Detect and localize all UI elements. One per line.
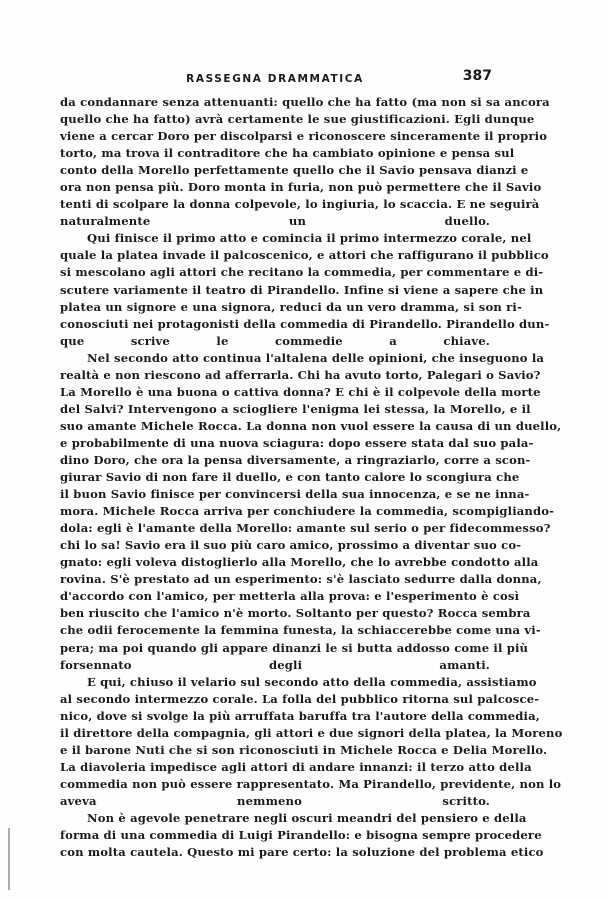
text-line: gnato: egli voleva distoglierlo alla Morello, che lo avrebbe condotto alla <box>60 555 539 570</box>
paragraph <box>60 674 563 810</box>
text-line: conosciuti nei protagonisti della commedia di Pirandello. Pirandello dun- <box>60 316 550 331</box>
text-line: realtà e non riescono ad afferrarla. Chi ha avuto torto, Palegari o Savio? <box>60 367 541 382</box>
page-header <box>60 68 490 88</box>
text-line: Nel secondo atto continua l'altalena delle opinioni, che inseguono la <box>87 350 545 365</box>
text-line: Qui finisce il primo atto e comincia il primo intermezzo corale, nel <box>87 231 532 246</box>
text-line: giurar Savio di non fare il duello, e con tanto calore lo scongiura che <box>60 470 520 485</box>
text-line: forma di una commedia di Luigi Pirandello: e bisogna sempre procedere <box>60 828 542 843</box>
page-number: 387 <box>462 68 492 84</box>
text-line: torto, ma trova il contraditore che ha cambiato opinione e pensa sul <box>60 146 515 161</box>
text-line: naturalmente un duello. <box>60 214 490 229</box>
text-line: ora non pensa più. Doro monta in furia, non può permettere che il Savio <box>60 180 542 195</box>
text-line: conto della Morello perfettamente quello che il Savio pensava dianzi e <box>60 163 529 178</box>
text-line: e il barone Nuti che si son riconosciuti in Michele Rocca e Delia Morello. <box>60 742 548 757</box>
running-head: RASSEGNA DRAMMATICA <box>186 73 364 85</box>
text-line: chi lo sa! Savio era il suo più caro amico, prossimo a diventar suo co- <box>60 538 522 553</box>
text-line: aveva nemmeno scritto. <box>60 793 490 808</box>
text-line: commedia non può essere rappresentato. Ma Pirandello, previdente, non lo <box>60 776 562 791</box>
paragraph <box>60 350 562 674</box>
text-line: si mescolano agli attori che recitano la commedia, per commentare e di- <box>60 265 544 280</box>
text-line: dola: egli è l'amante della Morello: amante sul serio o per fidecommesso? <box>60 521 551 536</box>
text-line: mora. Michele Rocca arriva per conchiudere la commedia, scompigliando- <box>60 504 555 519</box>
text-line: del Salvi? Intervengono a sciogliere l'enigma lei stessa, la Morello, e il <box>60 401 531 416</box>
text-line: il direttore della compagnia, gli attori e due signori della platea, la Moreno <box>60 725 563 740</box>
text-line: viene a cercar Doro per discolparsi e riconoscere sinceramente il proprio <box>60 129 548 144</box>
text-line: con molta cautela. Questo mi pare certo: la soluzione del problema etico <box>60 845 544 860</box>
text-line: tenti di scolpare la donna colpevole, lo ingiuria, lo scaccia. E ne seguirà <box>60 197 540 212</box>
text-line: quale la platea invade il palcoscenico, e attori che raffigurano il pubblico <box>60 248 549 263</box>
text-line: nico, dove si svolge la più arruffata baruffa tra l'autore della commedia, <box>60 708 540 723</box>
text-line: platea un signore e una signora, reduci da un vero dramma, si son ri- <box>60 299 522 314</box>
text-line: d'accordo con l'amico, per metterla alla prova: e l'esperimento è così <box>60 589 520 604</box>
text-line: da condannare senza attenuanti: quello che ha fatto (ma non si sa ancora <box>60 95 550 109</box>
text-line: La Morello è una buona o cattiva donna? E chi è il colpevole della morte <box>60 384 541 399</box>
text-line: rovina. S'è prestato ad un esperimento: s'è lasciato sedurre dalla donna, <box>60 572 542 587</box>
text-line: forsennato degli amanti. <box>60 657 490 672</box>
text-line: quello che ha fatto) avrà certamente le sue giustificazioni. Egli dunque <box>60 112 535 127</box>
text-line: il buon Savio finisce per convincersi della sua innocenza, e se ne inna- <box>60 487 530 502</box>
text-line: La diavoleria impedisce agli attori di andare innanzi: il terzo atto della <box>60 759 532 774</box>
text-line: scutere variamente il teatro di Pirandello. Infine si viene a sapere che in <box>60 282 544 297</box>
paragraph <box>60 230 550 349</box>
text-line: suo amante Michele Rocca. La donna non vuol essere la causa di un duello, <box>60 418 562 433</box>
paragraph <box>60 94 550 230</box>
text-line: al secondo intermezzo corale. La folla del pubblico ritorna sul palcosce- <box>60 691 540 706</box>
text-line: ben riuscito che l'amico n'è morto. Soltanto per questo? Rocca sembra <box>60 606 531 621</box>
body-text <box>60 94 563 861</box>
paragraph <box>60 810 544 861</box>
page-edge-shadow <box>8 828 10 890</box>
text-line: dino Doro, che ora la pensa diversamente, a ringraziarlo, corre a scon- <box>60 452 531 467</box>
text-line: E qui, chiuso il velario sul secondo atto della commedia, assistiamo <box>87 674 537 689</box>
text-line: Non è agevole penetrare negli oscuri meandri del pensiero e della <box>87 810 527 825</box>
text-line: que scrive le commedie a chiave. <box>60 333 490 348</box>
text-line: pera; ma poi quando gli appare dinanzi le si butta addosso come il più <box>60 640 529 655</box>
text-line: che odii ferocemente la femmina funesta, la schiaccerebbe come una vi- <box>60 623 541 638</box>
text-line: e probabilmente di una nuova sciagura: dopo essere stata dal suo pala- <box>60 435 534 450</box>
